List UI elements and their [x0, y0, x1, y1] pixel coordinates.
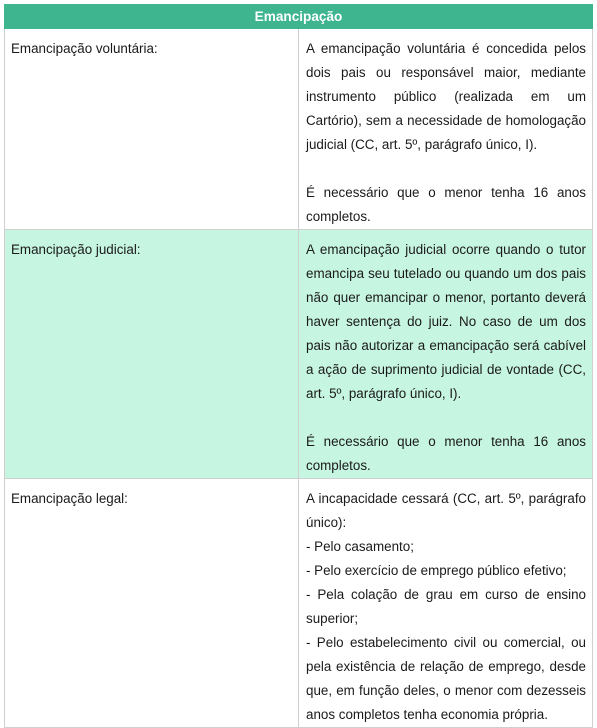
description-intro: A incapacidade cessará (CC, art. 5º, parágrafo único):	[306, 491, 586, 530]
requirement-note: É necessário que o menor tenha 16 anos completos.	[306, 434, 586, 473]
table-row-legal	[5, 479, 593, 728]
list-item: - Pela colação de grau em curso de ensino superior;	[306, 587, 586, 626]
list-item: - Pelo estabelecimento civil ou comercial, ou pela existência de relação de emprego, desde que, em função deles, o menor com dezesseis anos completos tenha economia própria.	[306, 635, 586, 722]
list-item: - Pelo exercício de emprego público efetivo;	[306, 563, 567, 578]
table-title: Emancipação	[5, 5, 593, 29]
row-label: Emancipação judicial:	[5, 230, 299, 479]
row-description	[299, 479, 593, 728]
requirement-note: É necessário que o menor tenha 16 anos completos.	[306, 185, 586, 224]
row-description	[299, 230, 593, 479]
row-label: Emancipação voluntária:	[5, 29, 299, 230]
table-row-judicial	[5, 230, 593, 479]
row-description	[299, 29, 593, 230]
description-paragraph: A emancipação judicial ocorre quando o tutor emancipa seu tutelado ou quando um dos pais não quer emancipar o menor, portanto deverá haver sentença do juiz. No caso de um dos pais não autorizar a emancipação será cabível a ação de suprimento judicial de vontade (CC, art. 5º, parágrafo único, I).	[306, 242, 586, 401]
table-row-voluntary	[5, 29, 593, 230]
row-label: Emancipação legal:	[5, 479, 299, 728]
emancipation-table	[4, 4, 593, 728]
list-item: - Pelo casamento;	[306, 539, 414, 554]
description-paragraph: A emancipação voluntária é concedida pelos dois pais ou responsável maior, mediante instrumento público (realizada em um Cartório), sem a necessidade de homologação judicial (CC, art. 5º, parágrafo único, I).	[306, 41, 586, 152]
